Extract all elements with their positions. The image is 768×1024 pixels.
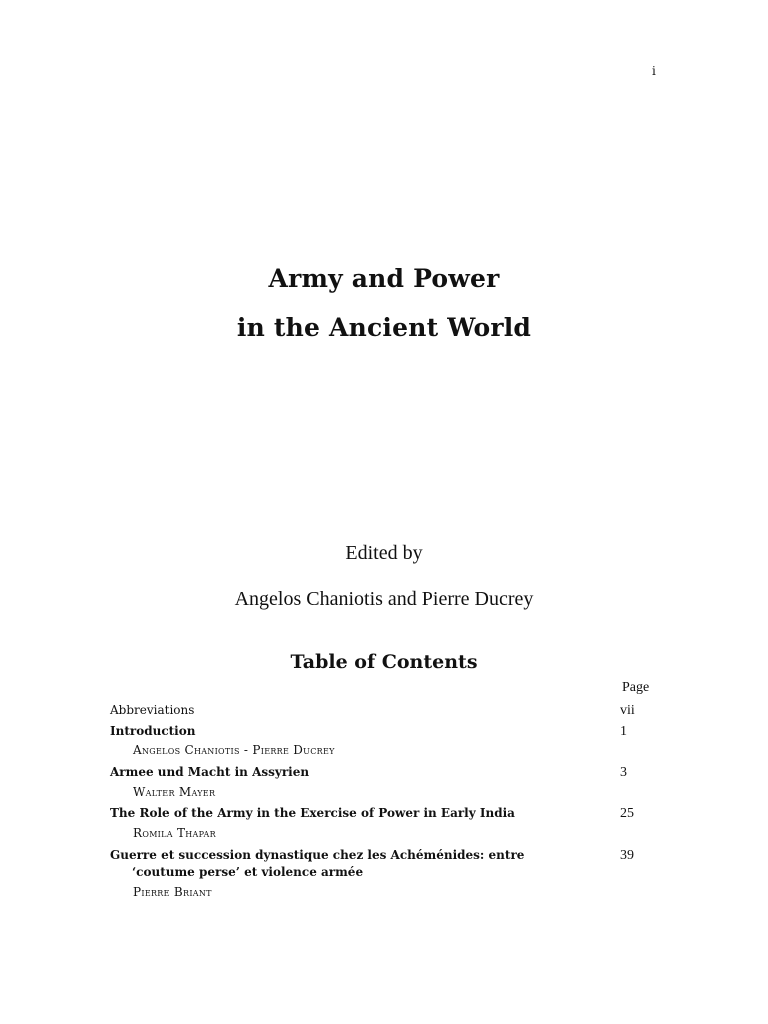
- edited-by-label: Edited by: [345, 542, 423, 564]
- toc-entry-title: Abbreviations: [110, 703, 195, 717]
- page-number: i: [652, 64, 656, 78]
- toc-entry-author: Angelos Chaniotis - Pierre Ducrey: [133, 743, 335, 757]
- toc-entry-page: 39: [620, 848, 634, 863]
- toc-entry-page: 1: [620, 724, 627, 739]
- toc-entry-title: The Role of the Army in the Exercise of Power in Early India: [110, 806, 515, 820]
- toc-entry-title: Introduction: [110, 724, 196, 738]
- toc-entry-author: Pierre Briant: [133, 885, 212, 899]
- toc-entry-author: Walter Mayer: [133, 785, 216, 799]
- toc-entry-page: 25: [620, 806, 634, 821]
- editors-names: Angelos Chaniotis and Pierre Ducrey: [234, 588, 534, 610]
- book-title-line-2: in the Ancient World: [236, 313, 532, 342]
- toc-heading: Table of Contents: [290, 651, 478, 673]
- toc-entry-page: 3: [620, 765, 627, 780]
- toc-entry-page: vii: [620, 703, 635, 718]
- toc-entry-title-line-2: ‘coutume perse’ et violence armée: [132, 865, 364, 879]
- toc-page-column-header: Page: [622, 680, 650, 695]
- toc-entry-title: [110, 847, 590, 881]
- toc-entry-title: Armee und Macht in Assyrien: [110, 765, 310, 779]
- toc-entry-title-line-1: Guerre et succession dynastique chez les Achéménides: entre: [110, 848, 525, 862]
- toc-entry-author: Romila Thapar: [133, 826, 216, 840]
- book-title-line-1: Army and Power: [268, 264, 500, 293]
